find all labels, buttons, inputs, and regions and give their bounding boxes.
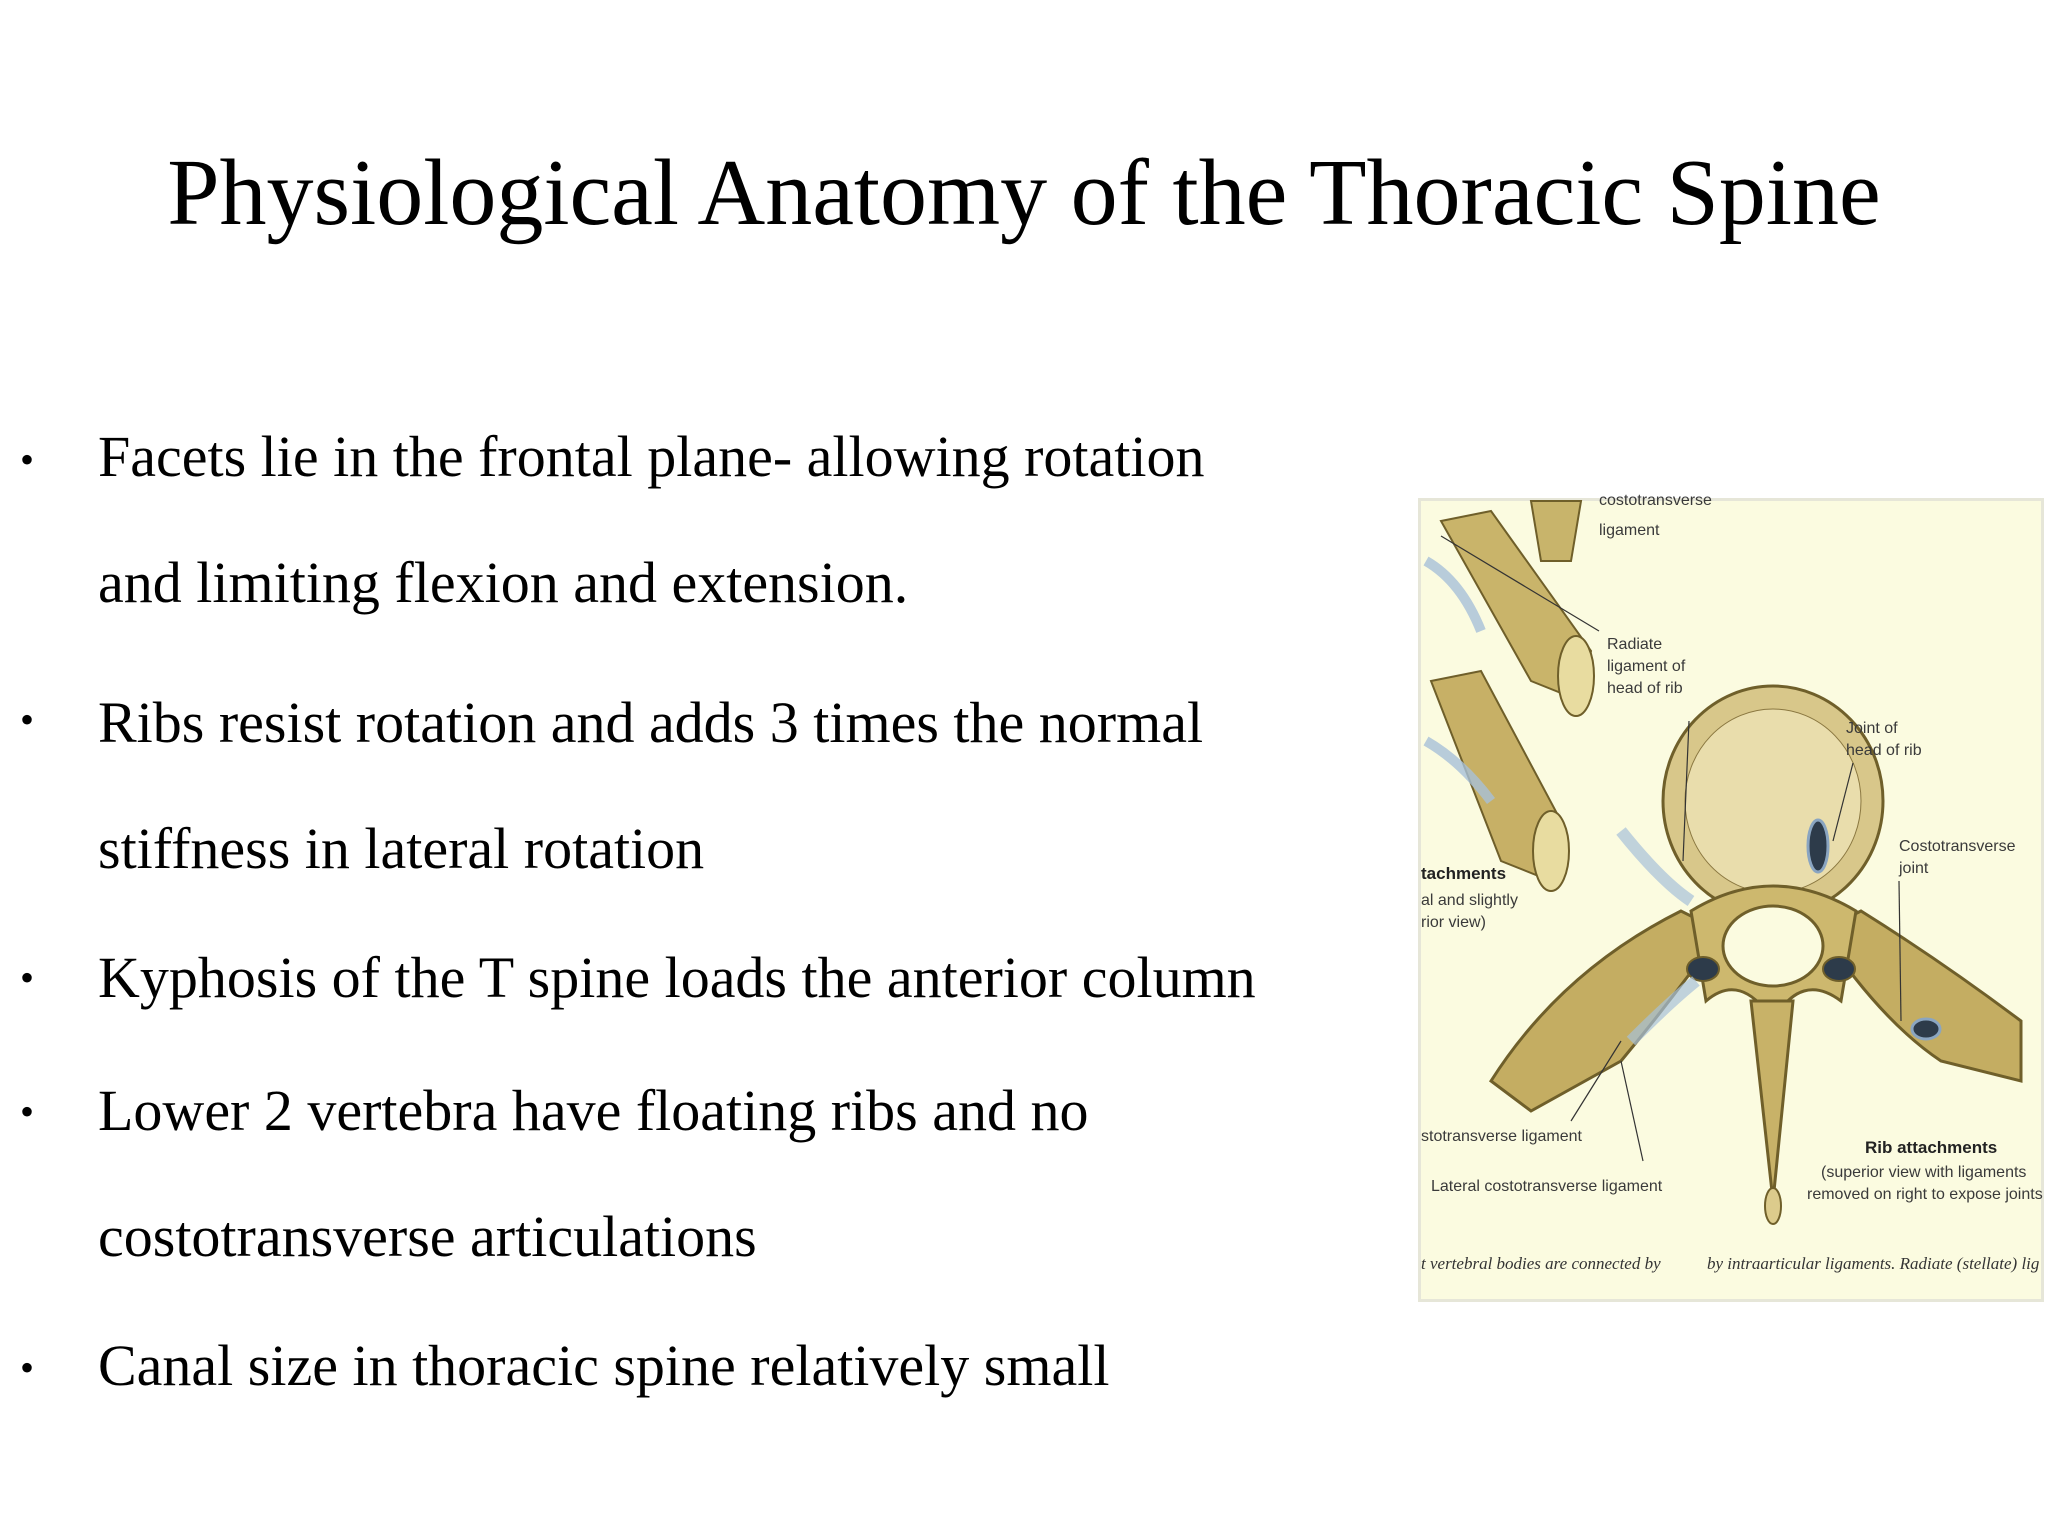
slide-title: Physiological Anatomy of the Thoracic Spine bbox=[167, 141, 1881, 245]
label-costotransverse-top-2: ligament bbox=[1599, 522, 1660, 539]
caption-left: t vertebral bodies are connected by bbox=[1421, 1254, 1661, 1273]
left-rib-stubs bbox=[1426, 511, 1594, 891]
bullet-text-lower-vertebra bbox=[98, 1048, 1366, 1300]
label-attachments: tachments bbox=[1421, 864, 1507, 883]
bullet-line: Kyphosis of the T spine loads the anterior column bbox=[98, 945, 1256, 1010]
bullet-glyph: • bbox=[20, 697, 35, 742]
label-radiate-3: head of rib bbox=[1607, 680, 1683, 697]
label-lateral-ct-ligament: Lateral costotransverse ligament bbox=[1431, 1178, 1663, 1195]
label-ct-ligament: stotransverse ligament bbox=[1421, 1128, 1582, 1145]
bullet-glyph: • bbox=[20, 1089, 35, 1134]
label-ct-joint-2: joint bbox=[1899, 860, 1929, 877]
label-radiate: Radiate bbox=[1607, 636, 1663, 653]
vertebra-illustration bbox=[1421, 492, 2043, 1299]
label-joint-head-2: head of rib bbox=[1846, 742, 1922, 759]
bullet-line: Lower 2 vertebra have floating ribs and no bbox=[98, 1078, 1089, 1143]
label-rib-attachments-3: removed on right to expose joints bbox=[1807, 1186, 2043, 1203]
bullet-line: Ribs resist rotation and adds 3 times the normal bbox=[98, 690, 1204, 755]
label-ct-joint: Costotransverse bbox=[1899, 838, 2016, 855]
bullet-text-canal bbox=[98, 1303, 1366, 1429]
label-joint-head: Joint of bbox=[1846, 720, 1898, 737]
bullet-line: and limiting flexion and extension. bbox=[98, 550, 909, 615]
bullet-text-facets bbox=[98, 394, 1366, 646]
bullet-line: Facets lie in the frontal plane- allowing rotation bbox=[98, 424, 1205, 489]
bullet-line: Canal size in thoracic spine relatively small bbox=[98, 1333, 1110, 1398]
vertebra-rib-figure bbox=[1418, 492, 2044, 1302]
bullet-glyph: • bbox=[20, 437, 35, 482]
bullet-line: costotransverse articulations bbox=[98, 1204, 757, 1269]
upper-rib bbox=[1531, 501, 1581, 561]
label-costotransverse-top: costotransverse bbox=[1599, 492, 1712, 509]
bullet-text-ribs bbox=[98, 660, 1366, 912]
bullet-glyph: • bbox=[20, 955, 35, 1000]
label-attachments-2: al and slightly bbox=[1421, 892, 1518, 909]
bullet-text-kyphosis bbox=[98, 915, 1366, 1041]
bullet-glyph: • bbox=[20, 1345, 35, 1390]
label-attachments-3: rior view) bbox=[1421, 914, 1486, 931]
label-rib-attachments: Rib attachments bbox=[1865, 1138, 1998, 1157]
caption-right: by intraarticular ligaments. Radiate (stellate) lig bbox=[1707, 1254, 2040, 1273]
label-rib-attachments-2: (superior view with ligaments bbox=[1821, 1164, 2027, 1181]
label-radiate-2: ligament of bbox=[1607, 658, 1686, 675]
bullet-line: stiffness in lateral rotation bbox=[98, 816, 705, 881]
